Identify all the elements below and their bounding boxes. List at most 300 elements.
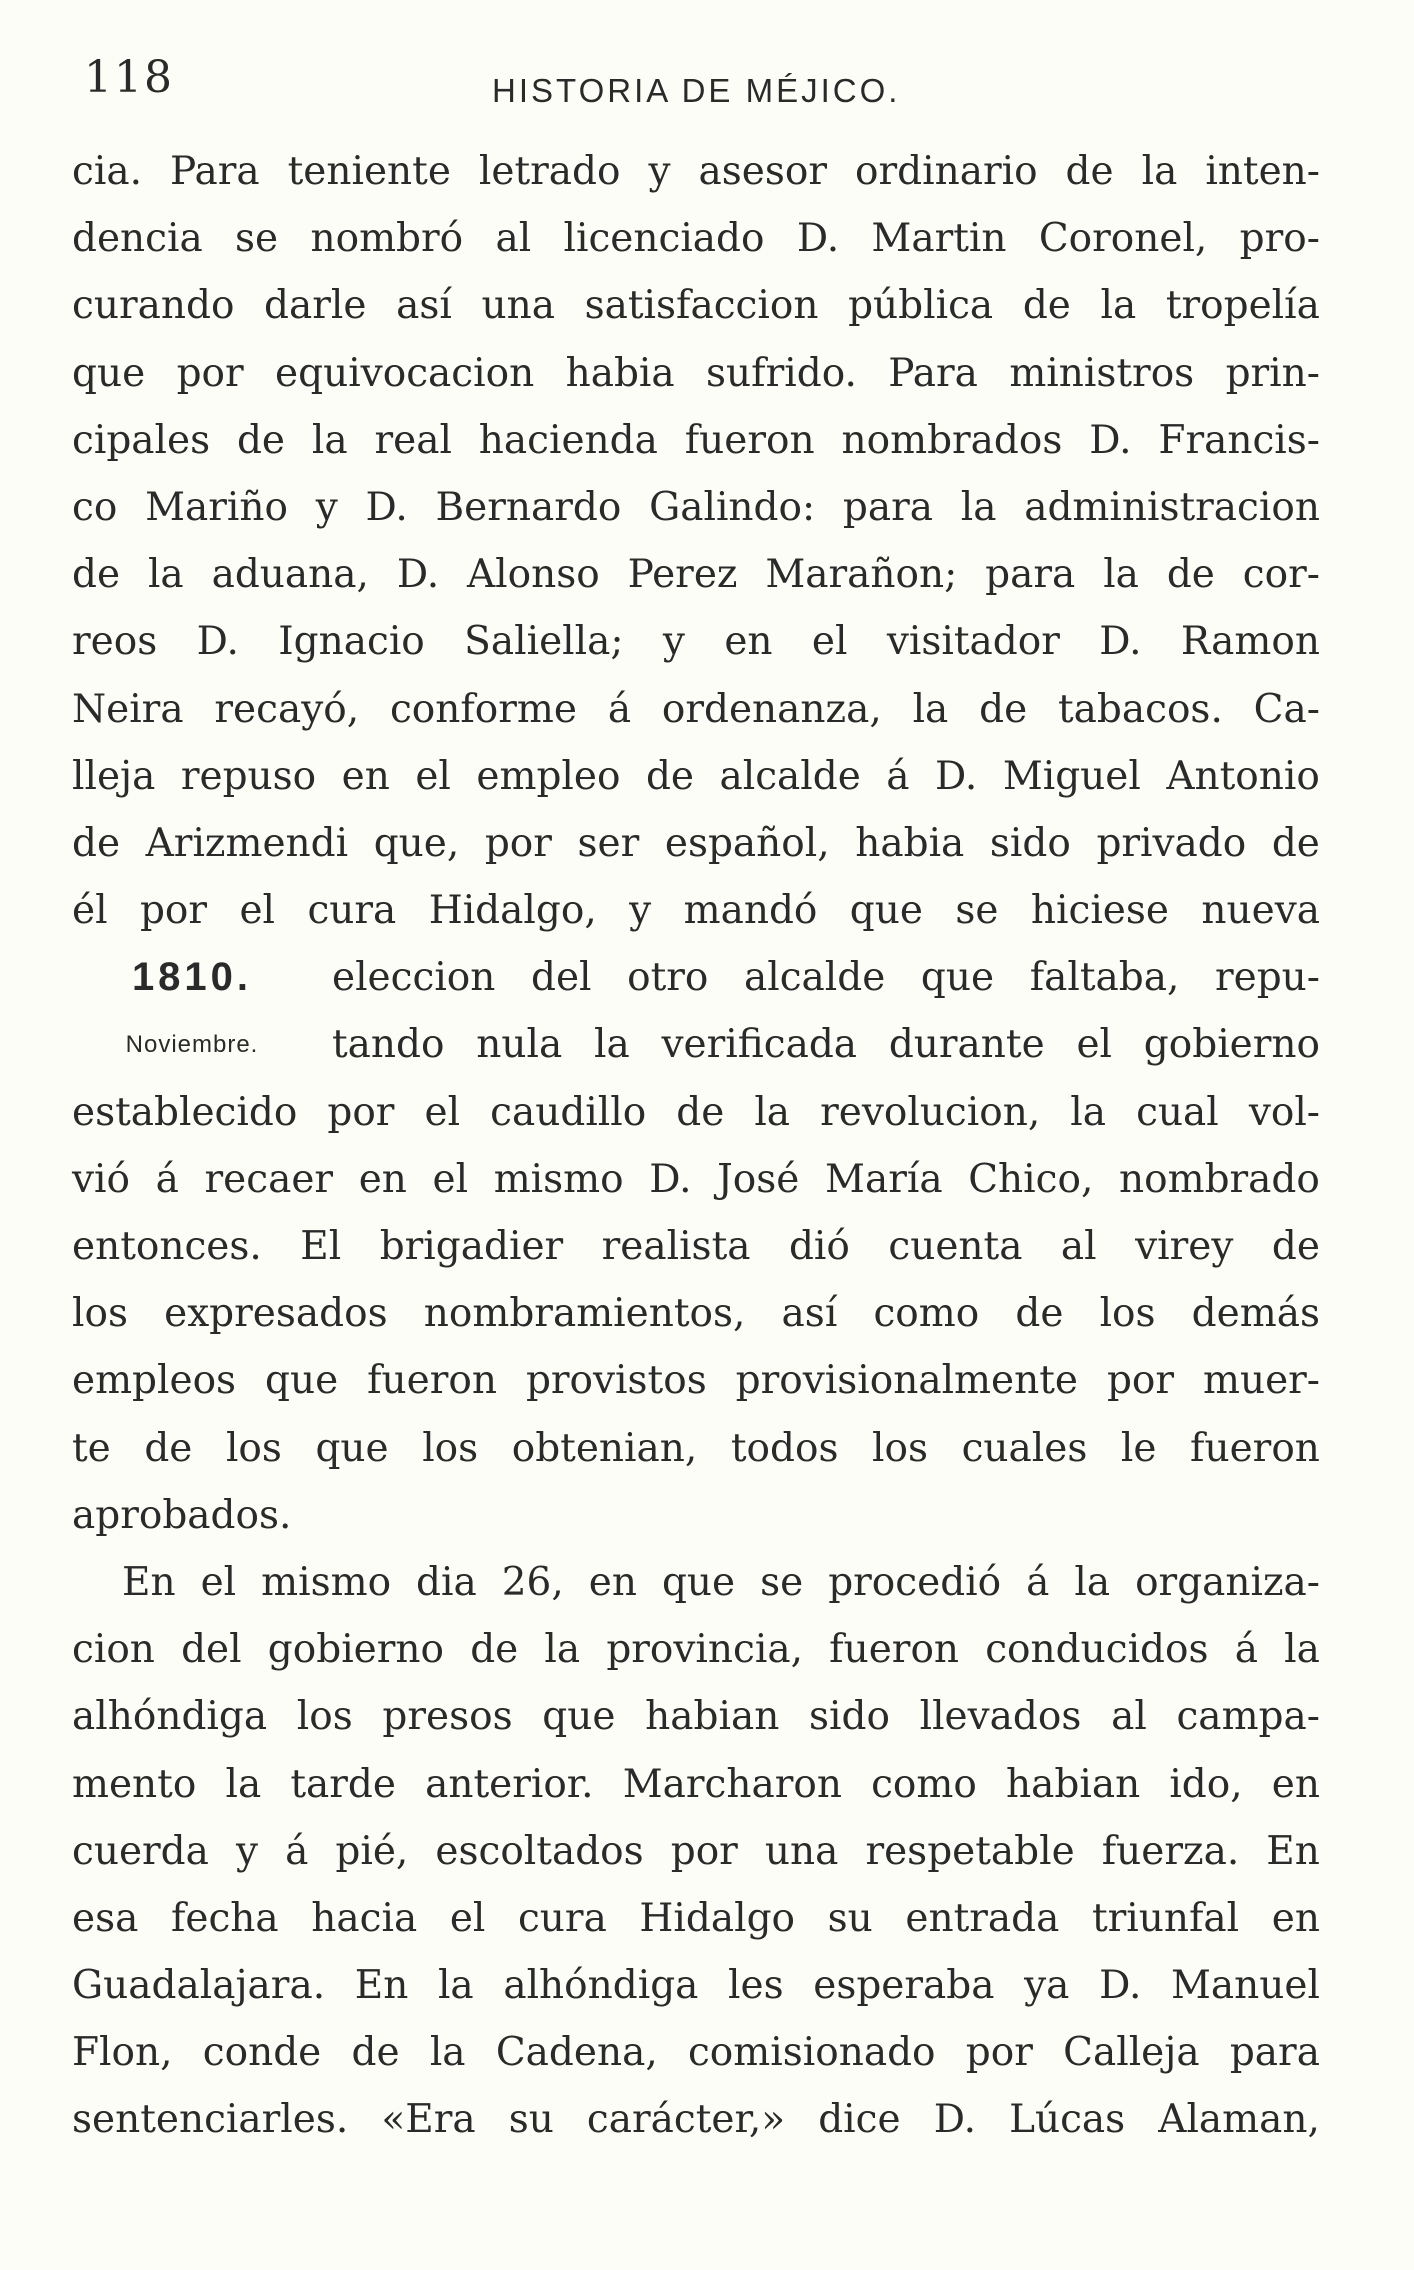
word: alcalde bbox=[743, 955, 886, 1001]
word: curando bbox=[72, 283, 235, 329]
text-line bbox=[72, 1683, 1320, 1750]
word: ordinario bbox=[855, 149, 1038, 194]
word: de bbox=[979, 686, 1028, 732]
word: por bbox=[484, 820, 552, 866]
word: campa- bbox=[1176, 1694, 1320, 1740]
word: eleccion bbox=[332, 955, 496, 1001]
page-header bbox=[72, 48, 1334, 118]
text-line bbox=[72, 877, 1320, 944]
word: faltaba, bbox=[1029, 955, 1180, 1001]
word: cura bbox=[517, 1895, 607, 1941]
word: á bbox=[607, 686, 632, 732]
word: ordenanza, bbox=[661, 686, 882, 732]
text-line bbox=[72, 1146, 1320, 1213]
word: una bbox=[764, 1828, 839, 1874]
word: realista bbox=[601, 1224, 751, 1269]
word: habian bbox=[645, 1694, 780, 1740]
word: su bbox=[827, 1895, 873, 1941]
word: que bbox=[72, 350, 146, 396]
word: la bbox=[1141, 149, 1178, 194]
word: la bbox=[544, 1627, 581, 1673]
word: revolucion, bbox=[820, 1089, 1041, 1135]
word: todos bbox=[730, 1425, 839, 1471]
word: escoltados bbox=[435, 1828, 644, 1874]
word: entonces. bbox=[72, 1224, 262, 1269]
word: que bbox=[849, 888, 923, 934]
word: los bbox=[225, 1425, 282, 1471]
word: Lúcas bbox=[1009, 2097, 1126, 2143]
word: en bbox=[341, 753, 390, 799]
word: comisionado bbox=[687, 2030, 936, 2076]
word: triunfal bbox=[1091, 1895, 1240, 1941]
word: se bbox=[955, 888, 999, 934]
word: al bbox=[1111, 1694, 1147, 1740]
word: Para bbox=[888, 350, 978, 396]
running-title: HISTORIA DE MÉJICO. bbox=[492, 72, 901, 109]
word: mismo bbox=[261, 1559, 392, 1605]
word: provincia, bbox=[606, 1627, 803, 1673]
word: esperaba bbox=[813, 1963, 995, 2009]
word: el bbox=[424, 1089, 461, 1135]
word: les bbox=[728, 1963, 784, 2009]
text-line bbox=[72, 608, 1320, 675]
word: establecido bbox=[72, 1089, 298, 1135]
word: Para bbox=[169, 149, 260, 194]
word: cuenta bbox=[888, 1224, 1023, 1269]
word: los bbox=[872, 1425, 929, 1471]
word: recayó, bbox=[214, 686, 360, 732]
word: D. bbox=[1099, 1963, 1142, 2009]
text-line bbox=[72, 138, 1320, 205]
text-line bbox=[72, 1280, 1320, 1347]
word: dice bbox=[818, 2097, 901, 2143]
word: de bbox=[351, 2030, 400, 2076]
word: pro- bbox=[1239, 216, 1320, 262]
text-line bbox=[72, 205, 1320, 272]
word: cion bbox=[72, 1627, 155, 1673]
word: los bbox=[72, 1291, 128, 1337]
word: cipales bbox=[72, 417, 211, 463]
word: habian bbox=[1006, 1761, 1141, 1807]
word: real bbox=[374, 417, 452, 463]
word: una bbox=[481, 283, 555, 329]
word: Flon, bbox=[72, 2030, 173, 2076]
word: sentenciarles. bbox=[72, 2097, 349, 2143]
word: del bbox=[181, 1627, 242, 1673]
word: al bbox=[1060, 1224, 1097, 1269]
word: la bbox=[1070, 1089, 1107, 1135]
word: nombró bbox=[310, 216, 464, 262]
text-line bbox=[72, 1885, 1320, 1952]
word: para bbox=[1229, 2030, 1320, 2076]
word: D. bbox=[796, 216, 840, 262]
word: y bbox=[648, 149, 671, 194]
word: para bbox=[985, 552, 1076, 598]
word: la bbox=[594, 1022, 630, 1068]
margin-note-month: Noviembre. bbox=[125, 1031, 259, 1059]
word: y bbox=[235, 1828, 259, 1874]
word: vol- bbox=[1248, 1089, 1320, 1135]
word: que, bbox=[373, 820, 460, 866]
word: prin- bbox=[1225, 350, 1320, 396]
word: Guadalajara. bbox=[72, 1963, 326, 2009]
word: ser bbox=[577, 820, 640, 866]
word: Alaman, bbox=[1158, 2097, 1320, 2143]
word: la bbox=[311, 417, 348, 463]
word: la bbox=[960, 484, 997, 530]
word: ido, bbox=[1169, 1761, 1243, 1807]
word: privado bbox=[1096, 820, 1247, 866]
word: Marcharon bbox=[622, 1761, 842, 1807]
word: otro bbox=[627, 955, 709, 1001]
word: alcalde bbox=[719, 753, 861, 799]
word: del bbox=[530, 955, 592, 1001]
word: habia bbox=[855, 820, 965, 866]
word: expresados bbox=[164, 1291, 388, 1337]
word: que bbox=[315, 1425, 389, 1471]
word: por bbox=[1106, 1358, 1175, 1404]
word: á bbox=[1234, 1627, 1258, 1673]
word: la bbox=[147, 552, 184, 598]
word: te bbox=[72, 1425, 111, 1471]
word: por bbox=[670, 1828, 738, 1874]
word: español, bbox=[664, 820, 830, 866]
word: En bbox=[122, 1559, 176, 1605]
word: la bbox=[754, 1089, 791, 1135]
word: en bbox=[358, 1156, 407, 1202]
word: entrada bbox=[905, 1895, 1060, 1941]
word: conforme bbox=[389, 686, 577, 732]
word: «Era bbox=[381, 2097, 476, 2143]
word: la bbox=[1074, 1559, 1111, 1605]
word: D. bbox=[396, 552, 440, 598]
word: cuerda bbox=[72, 1828, 209, 1874]
text-line bbox=[72, 743, 1320, 810]
word: hiciese bbox=[1030, 888, 1169, 934]
word: tropelía bbox=[1165, 283, 1320, 329]
word: de bbox=[72, 552, 121, 598]
word: de bbox=[144, 1425, 193, 1471]
word: virey bbox=[1135, 1224, 1234, 1269]
word: repu- bbox=[1214, 955, 1320, 1001]
text-line bbox=[72, 810, 1320, 877]
word: Ignacio bbox=[278, 619, 425, 665]
word: fueron bbox=[684, 417, 815, 463]
word: presos bbox=[382, 1694, 513, 1740]
word: conducidos bbox=[985, 1627, 1209, 1673]
text-line bbox=[72, 1213, 1320, 1280]
word: Cadena, bbox=[495, 2030, 658, 2076]
text-line bbox=[72, 1482, 1320, 1549]
word: dia bbox=[416, 1559, 477, 1605]
word: mismo bbox=[493, 1156, 624, 1202]
word: nombrados bbox=[841, 417, 1063, 463]
word: se bbox=[760, 1559, 804, 1605]
word: que bbox=[920, 955, 995, 1001]
word: por bbox=[176, 350, 244, 396]
word: lleja bbox=[72, 753, 156, 799]
text-line bbox=[72, 944, 1320, 1011]
word: él bbox=[72, 888, 108, 934]
word: durante bbox=[888, 1022, 1045, 1068]
word: brigadier bbox=[379, 1224, 564, 1269]
word: nueva bbox=[1201, 888, 1320, 934]
margin-note-year: 1810. bbox=[131, 955, 253, 1000]
word: á bbox=[285, 1828, 309, 1874]
word: en bbox=[1271, 1895, 1320, 1941]
word: la bbox=[1103, 552, 1139, 598]
word: esa bbox=[72, 1895, 139, 1941]
word: organiza- bbox=[1135, 1559, 1320, 1605]
word: la bbox=[912, 686, 949, 732]
word: de bbox=[236, 417, 286, 463]
text-line bbox=[72, 1347, 1320, 1414]
word: vió bbox=[72, 1156, 130, 1202]
word: gobierno bbox=[267, 1627, 445, 1673]
word: aduana, bbox=[211, 552, 369, 598]
word: respetable bbox=[865, 1828, 1075, 1874]
word: provisionalmente bbox=[735, 1358, 1078, 1404]
word: los bbox=[1099, 1291, 1156, 1337]
word: Galindo: bbox=[649, 484, 816, 530]
word: de bbox=[1065, 149, 1114, 194]
word: empleos bbox=[72, 1358, 237, 1404]
word: Francis- bbox=[1158, 417, 1320, 463]
word: provistos bbox=[525, 1358, 707, 1404]
word: empleo bbox=[476, 753, 621, 799]
word: dencia bbox=[72, 216, 203, 262]
word: Miguel bbox=[1002, 753, 1141, 799]
page-number: 118 bbox=[84, 52, 174, 103]
text-line bbox=[72, 474, 1320, 541]
word: de bbox=[72, 820, 121, 866]
word: Chico, bbox=[968, 1156, 1094, 1202]
word: cia. bbox=[72, 149, 142, 194]
word: cual bbox=[1136, 1089, 1219, 1135]
word: tabacos. bbox=[1057, 686, 1223, 732]
word: Ca- bbox=[1253, 686, 1320, 732]
word: en bbox=[588, 1559, 637, 1605]
word: Perez bbox=[627, 552, 738, 598]
word: Hidalgo, bbox=[428, 888, 597, 934]
word: equivocacion bbox=[275, 350, 535, 396]
word: Marañon; bbox=[765, 552, 958, 598]
word: sufrido. bbox=[706, 350, 857, 396]
text-line bbox=[72, 1079, 1320, 1146]
word: repuso bbox=[180, 753, 317, 799]
word: el bbox=[432, 1156, 469, 1202]
word: 26, bbox=[501, 1559, 564, 1605]
word: obtenian, bbox=[511, 1425, 698, 1471]
word: demás bbox=[1191, 1291, 1320, 1337]
word: Neira bbox=[72, 686, 184, 732]
text-line bbox=[72, 2086, 1320, 2153]
text-line bbox=[72, 272, 1320, 339]
word: fueron bbox=[367, 1358, 497, 1404]
word: darle bbox=[264, 283, 367, 329]
word: hacia bbox=[311, 1895, 418, 1941]
word: Ramon bbox=[1180, 619, 1320, 665]
word: ya bbox=[1024, 1963, 1070, 2009]
word: muer- bbox=[1202, 1358, 1320, 1404]
word: D. bbox=[1099, 619, 1142, 665]
word: carácter,» bbox=[586, 2097, 786, 2143]
word: como bbox=[871, 1761, 977, 1807]
word: que bbox=[542, 1694, 616, 1740]
word: la bbox=[429, 2030, 466, 2076]
text-line bbox=[72, 1011, 1320, 1078]
word: el bbox=[415, 753, 451, 799]
word: de bbox=[1022, 283, 1071, 329]
word: letrado bbox=[478, 149, 621, 194]
text-line bbox=[72, 1549, 1320, 1616]
text-line bbox=[72, 1818, 1320, 1885]
word: de bbox=[676, 1089, 725, 1135]
word: verificada bbox=[661, 1022, 858, 1068]
word: satisfaccion bbox=[584, 283, 819, 329]
word: por bbox=[139, 888, 208, 934]
word: D. bbox=[649, 1156, 692, 1202]
word: Coronel, bbox=[1038, 216, 1208, 262]
word: cor- bbox=[1242, 552, 1320, 598]
text-line bbox=[72, 407, 1320, 474]
word: se bbox=[235, 216, 279, 262]
word: su bbox=[508, 2097, 554, 2143]
word: recaer bbox=[204, 1156, 334, 1202]
word: habia bbox=[565, 350, 675, 396]
text-line bbox=[72, 1616, 1320, 1683]
word: El bbox=[300, 1224, 342, 1269]
word: tarde bbox=[290, 1761, 396, 1807]
word: el bbox=[239, 888, 276, 934]
word: fueron bbox=[829, 1627, 960, 1673]
text-line bbox=[72, 340, 1320, 407]
word: María bbox=[825, 1156, 943, 1202]
body-text bbox=[72, 138, 1320, 2154]
word: y bbox=[315, 484, 338, 530]
word: En bbox=[1266, 1828, 1320, 1874]
word: por bbox=[965, 2030, 1033, 2076]
word: alhóndiga bbox=[72, 1694, 268, 1740]
word: los bbox=[422, 1425, 479, 1471]
word: co bbox=[72, 484, 118, 530]
word: de bbox=[645, 753, 694, 799]
word: José bbox=[717, 1156, 800, 1202]
word: D. bbox=[365, 484, 408, 530]
word: Mariño bbox=[145, 484, 288, 530]
word: la bbox=[225, 1761, 262, 1807]
word: de bbox=[1271, 820, 1320, 866]
word: Manuel bbox=[1170, 1963, 1320, 2009]
word: de bbox=[1015, 1291, 1064, 1337]
word: y bbox=[629, 888, 652, 934]
word: pública bbox=[848, 283, 994, 329]
word: hacienda bbox=[478, 417, 658, 463]
word: Arizmendi bbox=[145, 820, 349, 866]
word: fuerza. bbox=[1101, 1828, 1240, 1874]
word: Bernardo bbox=[435, 484, 622, 530]
word: de bbox=[1271, 1224, 1320, 1269]
word: cuales bbox=[961, 1425, 1088, 1471]
word: procedió bbox=[828, 1559, 1002, 1605]
word: D. bbox=[1089, 417, 1132, 463]
word: Hidalgo bbox=[639, 1895, 796, 1941]
word: la bbox=[1100, 283, 1137, 329]
word: D. bbox=[933, 2097, 976, 2143]
word: cura bbox=[307, 888, 397, 934]
word: D. bbox=[935, 753, 978, 799]
word: por bbox=[327, 1089, 395, 1135]
word: nombramientos, bbox=[423, 1291, 746, 1337]
word: gobierno bbox=[1143, 1022, 1320, 1068]
word: sido bbox=[989, 820, 1071, 866]
word: administracion bbox=[1024, 484, 1320, 530]
word: como bbox=[873, 1291, 980, 1337]
word: y bbox=[662, 619, 685, 665]
word: la bbox=[1284, 1627, 1320, 1673]
text-line bbox=[72, 1751, 1320, 1818]
word: de bbox=[470, 1627, 519, 1673]
word: mento bbox=[72, 1761, 197, 1807]
word: al bbox=[495, 216, 532, 262]
word: á bbox=[155, 1156, 179, 1202]
word: á bbox=[886, 753, 910, 799]
word: D. bbox=[196, 619, 239, 665]
text-line bbox=[72, 2019, 1320, 2086]
word: que bbox=[265, 1358, 339, 1404]
word: pié, bbox=[335, 1828, 409, 1874]
word: para bbox=[842, 484, 933, 530]
word: ministros bbox=[1009, 350, 1195, 396]
word: en bbox=[724, 619, 773, 665]
word: así bbox=[781, 1291, 838, 1337]
text-line bbox=[72, 1415, 1320, 1482]
word: fecha bbox=[170, 1895, 279, 1941]
word: conde bbox=[202, 2030, 322, 2076]
word: En bbox=[354, 1963, 409, 2009]
word: los bbox=[296, 1694, 353, 1740]
word: el bbox=[1076, 1022, 1113, 1068]
word: fueron bbox=[1190, 1425, 1320, 1471]
word: inten- bbox=[1205, 149, 1320, 194]
word: el bbox=[200, 1559, 237, 1605]
word: Saliella; bbox=[464, 619, 624, 665]
word: le bbox=[1120, 1425, 1157, 1471]
word: el bbox=[449, 1895, 486, 1941]
word: Alonso bbox=[466, 552, 600, 598]
word: alhóndiga bbox=[503, 1963, 699, 2009]
word: teniente bbox=[287, 149, 451, 194]
word: que bbox=[661, 1559, 736, 1605]
word: nula bbox=[476, 1022, 563, 1068]
word: asesor bbox=[698, 149, 828, 194]
word: mandó bbox=[683, 888, 818, 934]
word: de bbox=[1166, 552, 1215, 598]
word: visitador bbox=[886, 619, 1060, 665]
word: aprobados. bbox=[72, 1492, 292, 1538]
word: Calleja bbox=[1063, 2030, 1200, 2076]
word: anterior. bbox=[425, 1761, 594, 1807]
word: la bbox=[437, 1963, 474, 2009]
word: sido bbox=[809, 1694, 890, 1740]
word: licenciado bbox=[563, 216, 765, 262]
word: así bbox=[396, 283, 452, 329]
word: nombrado bbox=[1118, 1156, 1320, 1202]
text-line bbox=[72, 676, 1320, 743]
word: á bbox=[1026, 1559, 1050, 1605]
word: tando bbox=[332, 1022, 445, 1068]
word: Antonio bbox=[1166, 753, 1320, 799]
